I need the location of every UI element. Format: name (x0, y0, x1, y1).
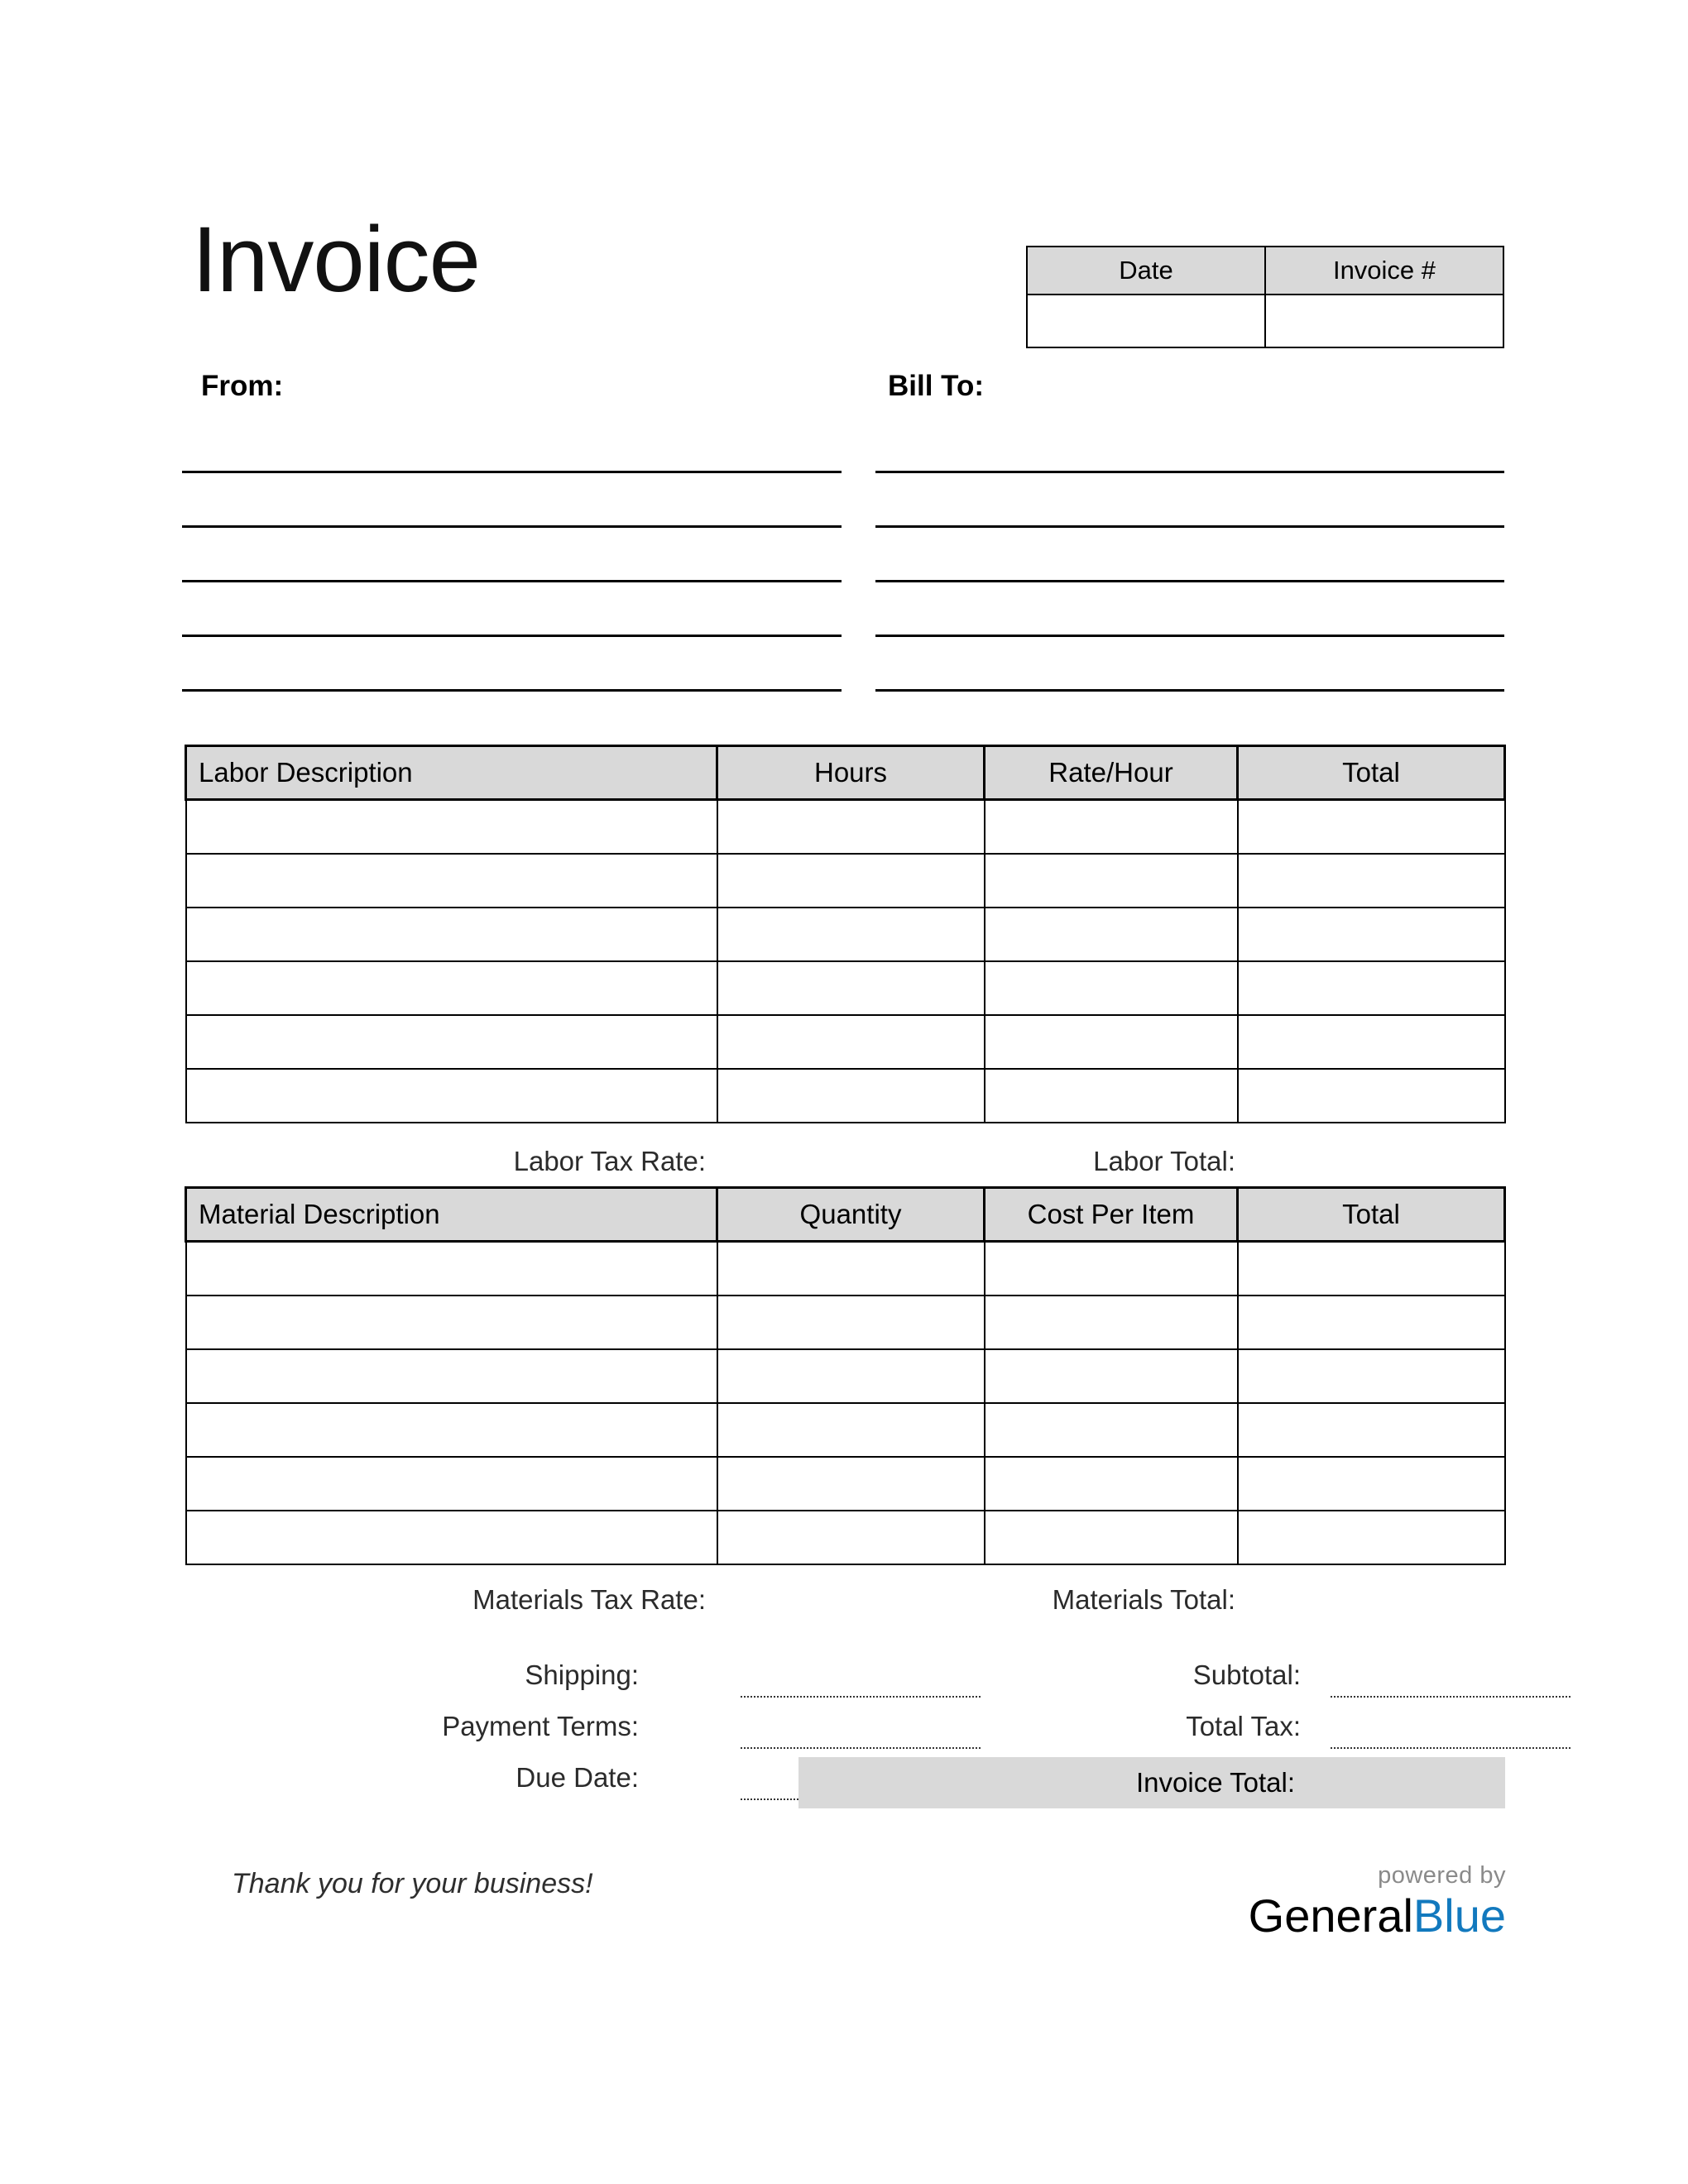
material-cell-quantity[interactable] (717, 1296, 985, 1349)
labor-tax-rate-label: Labor Tax Rate: (513, 1146, 706, 1176)
material-cell-total[interactable] (1238, 1511, 1505, 1564)
payment-terms-label: Payment Terms: (442, 1711, 639, 1741)
material-cell-cost[interactable] (985, 1457, 1238, 1511)
labor-cell-hours[interactable] (717, 854, 985, 908)
material-header-total: Total (1238, 1188, 1505, 1242)
labor-cell-rate[interactable] (985, 961, 1238, 1015)
table-row (186, 1296, 1505, 1349)
page-title: Invoice (192, 208, 480, 311)
labor-cell-rate[interactable] (985, 908, 1238, 961)
from-line-3[interactable] (182, 580, 842, 582)
labor-cell-hours[interactable] (717, 1015, 985, 1069)
material-cell-cost[interactable] (985, 1242, 1238, 1296)
table-row (186, 1403, 1505, 1457)
material-cell-description[interactable] (186, 1457, 717, 1511)
brand-name-general: General (1248, 1889, 1413, 1942)
materials-tax-rate-label: Materials Tax Rate: (472, 1584, 706, 1615)
material-cell-description[interactable] (186, 1511, 717, 1564)
table-row (186, 1511, 1505, 1564)
table-row (186, 908, 1505, 961)
material-cell-total[interactable] (1238, 1349, 1505, 1403)
labor-table (185, 745, 1506, 1123)
labor-total-label: Labor Total: (1093, 1146, 1235, 1176)
labor-header-row (186, 746, 1505, 800)
material-cell-cost[interactable] (985, 1296, 1238, 1349)
material-table (185, 1186, 1506, 1565)
meta-value-invoice-number[interactable] (1265, 295, 1503, 347)
material-cell-quantity[interactable] (717, 1242, 985, 1296)
labor-cell-total[interactable] (1238, 961, 1505, 1015)
table-row (186, 1242, 1505, 1296)
bill-to-line-1[interactable] (875, 471, 1504, 473)
material-cell-cost[interactable] (985, 1349, 1238, 1403)
labor-cell-rate[interactable] (985, 1069, 1238, 1123)
labor-cell-description[interactable] (186, 1069, 717, 1123)
table-row (186, 961, 1505, 1015)
material-cell-quantity[interactable] (717, 1511, 985, 1564)
material-cell-quantity[interactable] (717, 1457, 985, 1511)
table-row (186, 1015, 1505, 1069)
material-cell-cost[interactable] (985, 1403, 1238, 1457)
bill-to-line-4[interactable] (875, 635, 1504, 637)
total-tax-row (185, 1706, 1503, 1757)
total-tax-label: Total Tax: (1186, 1711, 1301, 1741)
from-line-1[interactable] (182, 471, 842, 473)
meta-value-date[interactable] (1027, 295, 1265, 347)
from-line-4[interactable] (182, 635, 842, 637)
material-cell-description[interactable] (186, 1349, 717, 1403)
material-header-quantity: Quantity (717, 1188, 985, 1242)
meta-value-row (1027, 295, 1503, 347)
labor-cell-description[interactable] (186, 961, 717, 1015)
invoice-total-label: Invoice Total: (1135, 1767, 1295, 1798)
labor-summary-row (185, 1146, 1503, 1189)
brand-logo (1241, 1863, 1506, 1942)
material-cell-total[interactable] (1238, 1403, 1505, 1457)
invoice-total-row (798, 1757, 1505, 1808)
labor-cell-total[interactable] (1238, 854, 1505, 908)
bill-to-line-3[interactable] (875, 580, 1504, 582)
meta-header-date: Date (1027, 247, 1265, 295)
material-cell-total[interactable] (1238, 1457, 1505, 1511)
labor-cell-rate[interactable] (985, 800, 1238, 855)
material-header-row (186, 1188, 1505, 1242)
table-row (186, 1069, 1505, 1123)
labor-cell-hours[interactable] (717, 908, 985, 961)
thank-you-message: Thank you for your business! (232, 1868, 593, 1899)
meta-header-row (1027, 247, 1503, 295)
from-line-5[interactable] (182, 689, 842, 692)
material-cell-cost[interactable] (985, 1511, 1238, 1564)
material-cell-description[interactable] (186, 1296, 717, 1349)
material-header-description: Material Description (186, 1188, 717, 1242)
material-header-cost: Cost Per Item (985, 1188, 1238, 1242)
from-line-2[interactable] (182, 525, 842, 528)
labor-header-description: Labor Description (186, 746, 717, 800)
material-cell-quantity[interactable] (717, 1349, 985, 1403)
material-cell-total[interactable] (1238, 1242, 1505, 1296)
bill-to-line-5[interactable] (875, 689, 1504, 692)
labor-cell-description[interactable] (186, 800, 717, 855)
from-label: From: (201, 370, 284, 402)
labor-header-total: Total (1238, 746, 1505, 800)
table-row (186, 1349, 1505, 1403)
labor-cell-description[interactable] (186, 854, 717, 908)
bill-to-line-2[interactable] (875, 525, 1504, 528)
labor-cell-total[interactable] (1238, 908, 1505, 961)
brand-name-blue: Blue (1412, 1889, 1506, 1942)
material-cell-total[interactable] (1238, 1296, 1505, 1349)
meta-header-invoice-number: Invoice # (1265, 247, 1503, 295)
material-cell-description[interactable] (186, 1242, 717, 1296)
labor-cell-description[interactable] (186, 1015, 717, 1069)
due-date-label: Due Date: (516, 1762, 639, 1793)
subtotal-row (185, 1655, 1503, 1706)
table-row (186, 800, 1505, 855)
labor-cell-total[interactable] (1238, 1069, 1505, 1123)
labor-cell-hours[interactable] (717, 1069, 985, 1123)
powered-by-label: powered by (1378, 1862, 1506, 1889)
subtotal-input[interactable] (1331, 1696, 1571, 1698)
bill-to-label: Bill To: (888, 370, 984, 402)
labor-cell-hours[interactable] (717, 961, 985, 1015)
material-summary-row (185, 1584, 1503, 1627)
labor-header-hours: Hours (717, 746, 985, 800)
labor-cell-description[interactable] (186, 908, 717, 961)
material-cell-quantity[interactable] (717, 1403, 985, 1457)
labor-header-rate: Rate/Hour (985, 746, 1238, 800)
material-cell-description[interactable] (186, 1403, 717, 1457)
labor-cell-hours[interactable] (717, 800, 985, 855)
subtotal-label: Subtotal: (1192, 1660, 1301, 1690)
labor-cell-total[interactable] (1238, 1015, 1505, 1069)
materials-total-label: Materials Total: (1052, 1584, 1235, 1615)
labor-cell-rate[interactable] (985, 1015, 1238, 1069)
shipping-label: Shipping: (525, 1660, 639, 1690)
generalblue-wordmark (1241, 1889, 1506, 1942)
labor-cell-total[interactable] (1238, 800, 1505, 855)
table-row (186, 1457, 1505, 1511)
table-row (186, 854, 1505, 908)
labor-cell-rate[interactable] (985, 854, 1238, 908)
total-tax-input[interactable] (1331, 1747, 1571, 1749)
invoice-meta-table (1026, 246, 1504, 348)
